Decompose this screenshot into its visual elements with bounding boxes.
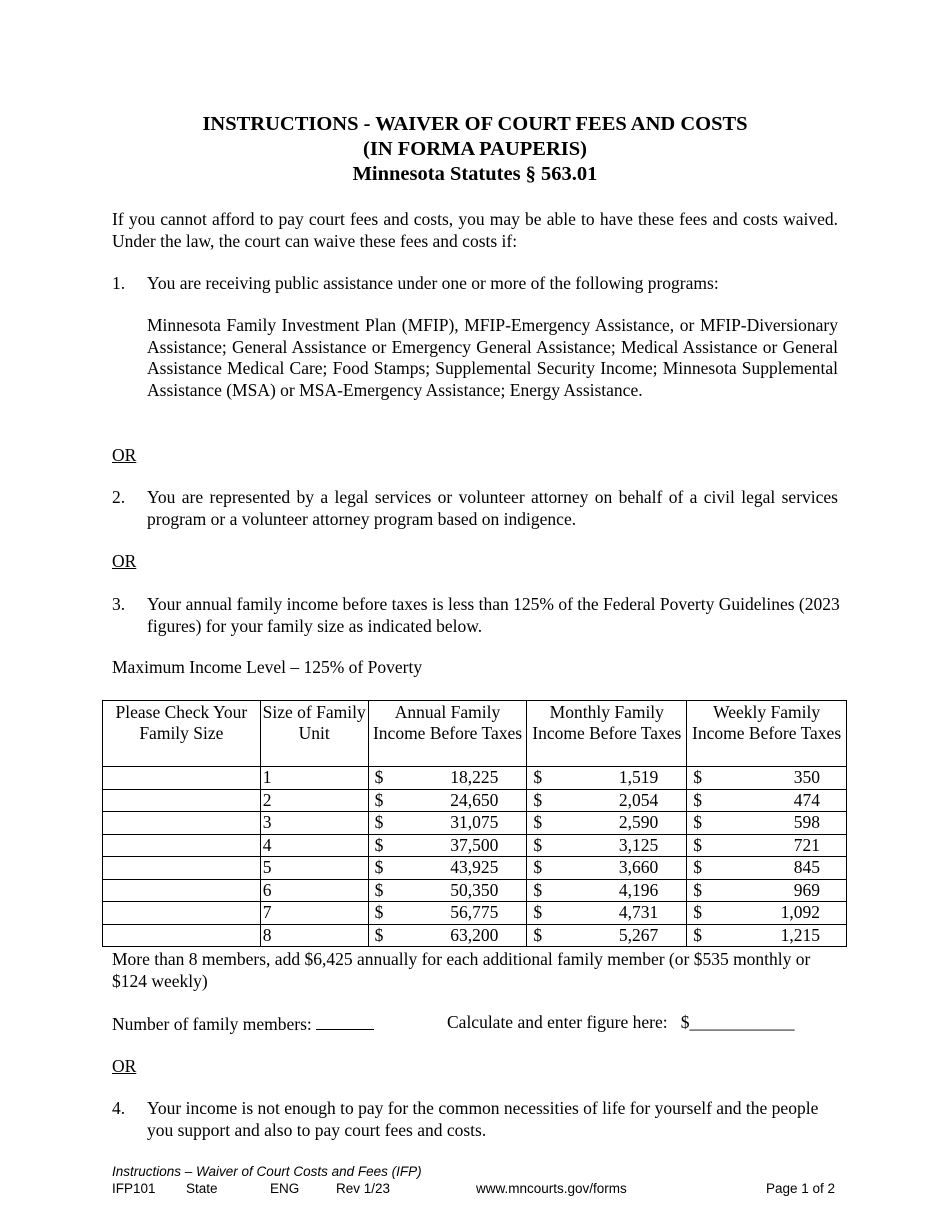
family-size-checkbox-cell[interactable] [103,902,261,925]
annual-income-cell [368,879,527,902]
currency-symbol: $ [533,924,543,945]
footer-url[interactable]: www.mncourts.gov/forms [476,1181,627,1196]
table-row [103,767,847,790]
currency-symbol: $ [374,767,384,787]
family-unit-size-cell: 6 [260,879,368,902]
monthly-amount: 4,731 [618,902,659,922]
header-annual-income: Annual Family Income Before Taxes [368,701,527,767]
annual-amount: 18,225 [450,767,499,787]
table-row [103,789,847,812]
monthly-income-cell [527,767,687,790]
currency-symbol: $ [533,789,543,810]
currency-symbol: $ [693,879,702,900]
currency-symbol: $ [374,902,384,922]
currency-symbol: $ [374,834,384,855]
currency-symbol: $ [533,902,543,922]
calculate-label: Calculate and enter figure here: [447,1012,668,1032]
monthly-amount: 3,125 [618,834,659,855]
intro-paragraph: If you cannot afford to pay court fees and costs, you may be able to have these fees and costs waived. Under the law, the court can waive these fees and costs if: [112,209,838,251]
weekly-amount: 1,092 [780,902,820,922]
weekly-income-cell [687,789,847,812]
item-3-text: Your annual family income before taxes is less than 125% of the Federal Poverty Guidelines (2023 figures) for your family size as indicated below. [147,594,840,636]
footer-form-title: Instructions – Waiver of Court Costs and Fees (IFP) [112,1164,422,1179]
currency-symbol: $ [693,924,702,945]
family-members-field [112,1012,374,1036]
family-unit-size-cell: 7 [260,902,368,925]
document-title [0,112,950,187]
family-unit-size-cell: 5 [260,857,368,880]
currency-symbol: $ [533,879,543,900]
table-row [103,924,847,947]
currency-symbol: $ [533,767,543,787]
table-row [103,902,847,925]
weekly-amount: 845 [793,857,820,877]
table-row [103,879,847,902]
annual-income-cell [368,834,527,857]
header-weekly-income: Weekly Family Income Before Taxes [687,701,847,767]
income-table [102,700,847,947]
monthly-amount: 1,519 [618,767,659,787]
family-members-blank[interactable] [316,1012,374,1030]
currency-symbol: $ [693,812,702,832]
additional-member-note: More than 8 members, add $6,425 annually for each additional family member (or $535 monthly or $124 weekly) [112,949,811,991]
currency-symbol: $ [374,812,384,832]
family-size-checkbox-cell[interactable] [103,879,261,902]
or-separator-2: OR [112,551,137,571]
weekly-amount: 350 [793,767,820,787]
family-size-checkbox-cell[interactable] [103,834,261,857]
weekly-amount: 598 [793,812,820,832]
currency-symbol: $ [374,924,384,945]
title-line-1: INSTRUCTIONS - WAIVER OF COURT FEES AND COSTS [202,113,748,135]
annual-amount: 50,350 [450,879,499,900]
footer-form-code: IFP101 [112,1181,156,1196]
family-size-checkbox-cell[interactable] [103,857,261,880]
weekly-amount: 969 [793,879,820,900]
annual-amount: 56,775 [450,902,499,922]
annual-income-cell [368,857,527,880]
currency-symbol: $ [374,879,384,900]
family-size-checkbox-cell[interactable] [103,812,261,835]
annual-amount: 24,650 [450,789,499,810]
header-monthly-income: Monthly Family Income Before Taxes [527,701,687,767]
annual-amount: 43,925 [450,857,499,877]
currency-symbol: $ [693,857,702,877]
weekly-income-cell [687,879,847,902]
monthly-amount: 4,196 [618,879,659,900]
item-4-number: 4. [112,1098,126,1118]
family-unit-size-cell: 1 [260,767,368,790]
monthly-amount: 2,054 [618,789,659,810]
footer-page-number: Page 1 of 2 [766,1181,836,1196]
annual-income-cell [368,789,527,812]
monthly-income-cell [527,789,687,812]
monthly-amount: 3,660 [618,857,659,877]
weekly-income-cell [687,924,847,947]
monthly-income-cell [527,924,687,947]
annual-income-cell [368,902,527,925]
weekly-amount: 474 [793,789,820,810]
monthly-amount: 2,590 [618,812,659,832]
title-line-3: Minnesota Statutes § 563.01 [352,163,598,185]
family-unit-size-cell: 2 [260,789,368,812]
monthly-amount: 5,267 [618,924,659,945]
calculate-field [447,1012,794,1034]
item-1-text: You are receiving public assistance under one or more of the following programs: [147,273,719,293]
table-row [103,857,847,880]
monthly-income-cell [527,834,687,857]
table-caption: Maximum Income Level – 125% of Poverty [112,657,423,677]
item-4-text: Your income is not enough to pay for the common necessities of life for yourself and the people you support and also to pay court fees and costs. [147,1098,819,1140]
family-unit-size-cell: 3 [260,812,368,835]
weekly-income-cell [687,834,847,857]
monthly-income-cell [527,812,687,835]
weekly-income-cell [687,857,847,880]
annual-income-cell [368,924,527,947]
annual-income-cell [368,767,527,790]
item-2-text: You are represented by a legal services or volunteer attorney on behalf of a civil legal services program or a volunteer attorney program based on indigence. [147,487,838,529]
weekly-amount: 721 [793,834,820,855]
or-separator-3: OR [112,1056,137,1076]
annual-amount: 37,500 [450,834,499,855]
monthly-income-cell [527,902,687,925]
calculate-blank[interactable]: $____________ [680,1012,795,1032]
family-size-checkbox-cell[interactable] [103,767,261,790]
or-separator-1: OR [112,445,137,465]
weekly-income-cell [687,902,847,925]
family-unit-size-cell: 4 [260,834,368,857]
currency-symbol: $ [693,902,702,922]
weekly-amount: 1,215 [780,924,820,945]
header-check-family-size: Please Check Your Family Size [103,701,261,767]
family-members-label: Number of family members: [112,1014,312,1034]
family-size-checkbox-cell[interactable] [103,924,261,947]
currency-symbol: $ [374,789,384,810]
annual-income-cell [368,812,527,835]
item-2-number: 2. [112,487,126,507]
annual-amount: 31,075 [450,812,499,832]
currency-symbol: $ [693,767,702,787]
title-line-2: (IN FORMA PAUPERIS) [363,138,587,160]
currency-symbol: $ [693,789,702,810]
monthly-income-cell [527,879,687,902]
table-header-row [103,701,847,767]
family-size-checkbox-cell[interactable] [103,789,261,812]
annual-amount: 63,200 [450,924,499,945]
monthly-income-cell [527,857,687,880]
family-unit-size-cell: 8 [260,924,368,947]
currency-symbol: $ [533,857,543,877]
currency-symbol: $ [693,834,702,855]
footer-revision: Rev 1/23 [336,1181,391,1196]
item-1-programs: Minnesota Family Investment Plan (MFIP), MFIP-Emergency Assistance, or MFIP-Diversionary Assistance; General Assistance or Emergency General Assistance; Medical Assistance or General Assistance Medical Care; Food Stamps; Supplemental Security Income; Minnesota Supplemental Assistance (MSA) or MSA-Emergency Assistance; Energy Assistance. [147,315,838,400]
currency-symbol: $ [533,812,543,832]
weekly-income-cell [687,767,847,790]
footer-jurisdiction: State [186,1181,218,1196]
item-3-number: 3. [112,594,126,614]
weekly-income-cell [687,812,847,835]
currency-symbol: $ [533,834,543,855]
footer-language: ENG [270,1181,300,1196]
table-row [103,834,847,857]
item-1-number: 1. [112,273,126,293]
table-row [103,812,847,835]
header-family-unit-size: Size of Family Unit [260,701,368,767]
currency-symbol: $ [374,857,384,877]
